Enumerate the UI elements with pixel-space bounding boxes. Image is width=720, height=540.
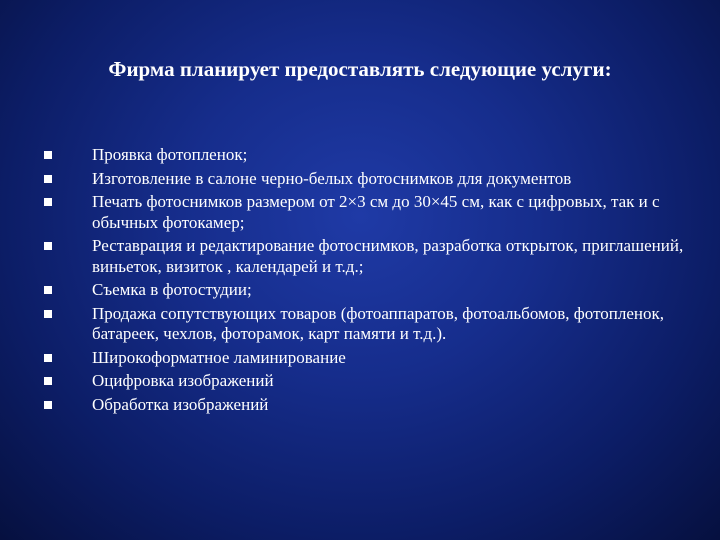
square-bullet-icon (44, 198, 52, 206)
list-item (44, 304, 684, 345)
square-bullet-icon (44, 310, 52, 318)
list-item (44, 348, 684, 369)
list-item (44, 280, 684, 301)
list-item-text: Съемка в фотостудии; (92, 280, 252, 299)
slide-title: Фирма планирует предоставлять следующие услуги: (108, 57, 612, 81)
list-item (44, 169, 684, 190)
bullet-list (44, 145, 684, 418)
list-item-text: Изготовление в салоне черно-белых фотоснимков для документов (92, 168, 572, 188)
list-item (44, 145, 684, 166)
list-item-text: Печать фотоснимков размером от 2×3 см до 30×45 см, как с цифровых, так и с обычных фотокамер; (92, 192, 660, 232)
square-bullet-icon (44, 377, 52, 385)
list-item-text: Проявка фотопленок; (92, 145, 248, 164)
list-item (44, 395, 684, 416)
list-item-text: Оцифровка изображений (92, 371, 274, 390)
list-item-text: Продажа сопутствующих товаров (фотоаппаратов, фотоальбомов, фотопленок, батареек, чехлов, фоторамок, карт памяти и т.д.). (92, 303, 665, 343)
square-bullet-icon (44, 401, 52, 409)
square-bullet-icon (44, 175, 52, 183)
list-item-text: Широкоформатное ламинирование (92, 347, 346, 367)
list-item-text: Обработка изображений (92, 394, 269, 414)
square-bullet-icon (44, 354, 52, 362)
list-item-text: Реставрация и редактирование фотоснимков, разработка открыток, приглашений, виньеток, визиток , календарей и т.д.; (92, 236, 684, 276)
square-bullet-icon (44, 286, 52, 294)
list-item (44, 371, 684, 392)
square-bullet-icon (44, 151, 52, 159)
square-bullet-icon (44, 242, 52, 250)
list-item (44, 236, 684, 277)
list-item (44, 192, 684, 233)
